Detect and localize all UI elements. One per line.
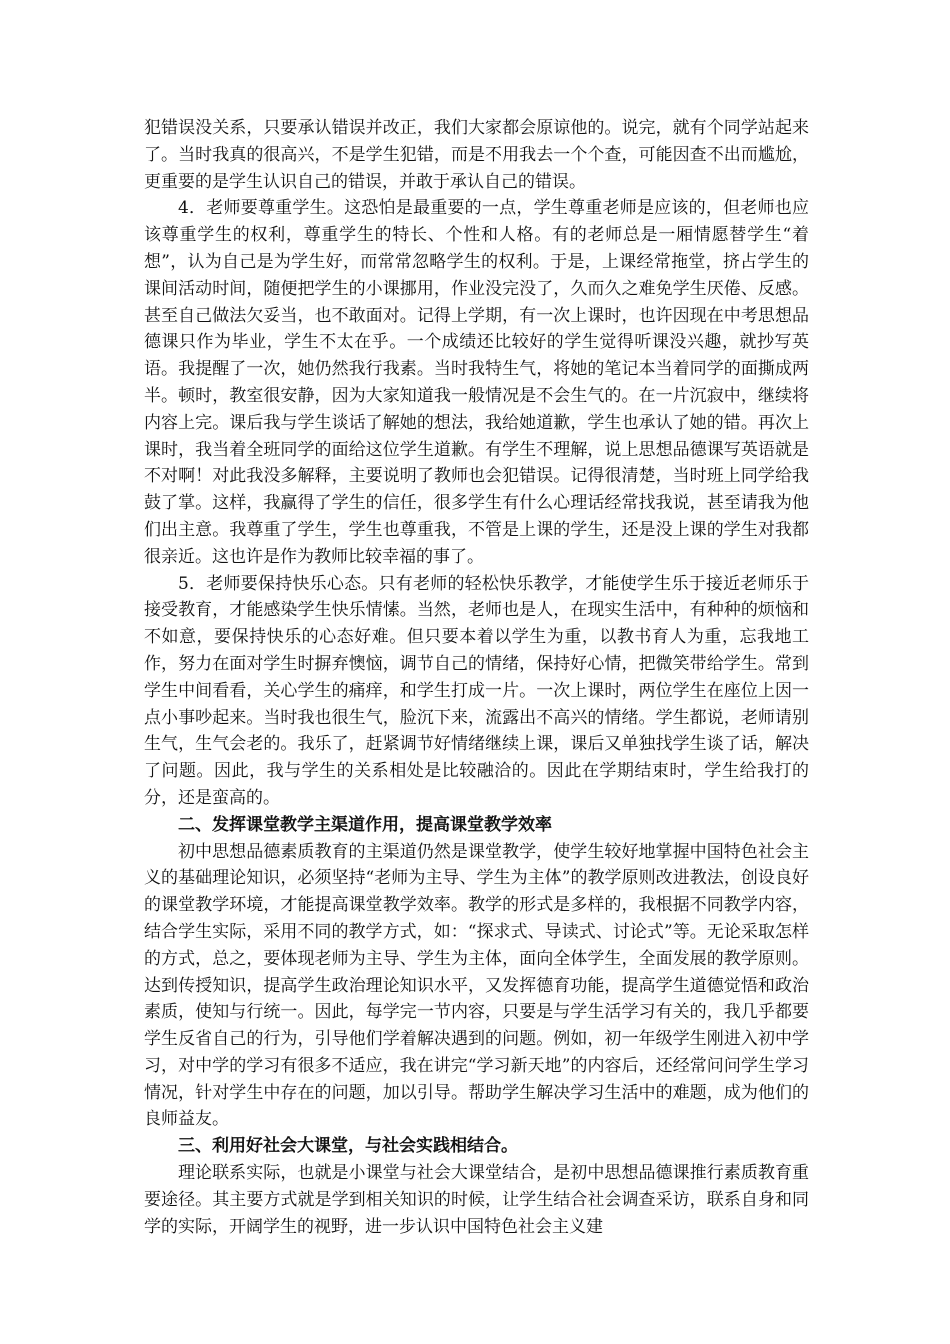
section-heading-2: 二、发挥课堂教学主渠道作用，提高课堂教学效率 bbox=[178, 814, 552, 835]
section-heading-3: 三、利用好社会大课堂，与社会实践相结合。 bbox=[178, 1136, 518, 1157]
paragraph-section-3-body: 理论联系实际，也就是小课堂与社会大课堂结合，是初中思想品德课推行素质教育重要途径。其主要方式就是学到相关知识的时候，让学生结合社会调查采访，联系自身和同学的实际，开阔学生的视野，进一步认识中国特色社会主义建 bbox=[144, 1163, 809, 1237]
paragraph-continuation: 犯错误没关系，只要承认错误并改正，我们大家都会原谅他的。说完，就有个同学站起来了。当时我真的很高兴，不是学生犯错，而是不用我去一个个查，可能因查不出而尴尬，更重要的是学生认识自己的错误，并敢于承认自己的错误。 bbox=[144, 118, 809, 192]
paragraph-point-4: 4．老师要尊重学生。这恐怕是最重要的一点，学生尊重老师是应该的，但老师也应该尊重学生的权利，尊重学生的特长、个性和人格。有的老师总是一厢情愿替学生“着想”，认为自己是为学生好，而常常忽略学生的权利。于是，上课经常拖堂，挤占学生的课间活动时间，随便把学生的小课挪用，作业没完没了，久而久之难免学生厌倦、反感。甚至自己做法欠妥当，也不敢面对。记得上学期，有一次上课时，也许因现在中考思想品德课只作为毕业，学生不太在乎。一个成绩还比较好的学生觉得听课没兴趣，就抄写英语。我提醒了一次，她仍然我行我素。当时我特生气，将她的笔记本当着同学的面撕成两半。顿时，教室很安静，因为大家知道我一般情况是不会生气的。在一片沉寂中，继续将内容上完。课后我与学生谈话了解她的想法，我给她道歉，学生也承认了她的错。再次上课时，我当着全班同学的面给这位学生道歉。有学生不理解，说上思想品德课写英语就是不对啊！对此我没多解释，主要说明了教师也会犯错误。记得很清楚，当时班上同学给我鼓了掌。这样，我赢得了学生的信任，很多学生有什么心理话经常找我说，甚至请我为他们出主意。我尊重了学生，学生也尊重我，不管是上课的学生，还是没上课的学生对我都很亲近。这也许是作为教师比较幸福的事了。 bbox=[144, 198, 809, 567]
document-page bbox=[144, 115, 809, 1240]
paragraph-section-2-body: 初中思想品德素质教育的主渠道仍然是课堂教学，使学生较好地掌握中国特色社会主义的基础理论知识，必须坚持“老师为主导、学生为主体”的教学原则改进教法，创设良好的课堂教学环境，才能提高课堂教学效率。教学的形式是多样的，我根据不同教学内容，结合学生实际，采用不同的教学方式，如：“探求式、导读式、讨论式”等。无论采取怎样的方式，总之，要体现老师为主导、学生为主体，面向全体学生，全面发展的教学原则。达到传授知识，提高学生政治理论知识水平，又发挥德育功能，提高学生道德觉悟和政治素质，使知与行统一。因此，每学完一节内容，只要是与学生活学习有关的，我几乎都要学生反省自己的行为，引导他们学着解决遇到的问题。例如，初一年级学生刚进入初中学习，对中学的学习有很多不适应，我在讲完“学习新天地”的内容后，还经常问问学生学习情况，针对学生中存在的问题，加以引导。帮助学生解决学习生活中的难题，成为他们的良师益友。 bbox=[144, 841, 809, 1130]
paragraph-point-5: 5．老师要保持快乐心态。只有老师的轻松快乐教学，才能使学生乐于接近老师乐于接受教育，才能感染学生快乐情愫。当然，老师也是人，在现实生活中，有种种的烦恼和不如意，要保持快乐的心态好难。但只要本着以学生为重，以教书育人为重，忘我地工作，努力在面对学生时摒弃懊恼，调节自己的情绪，保持好心情，把微笑带给学生。常到学生中间看看，关心学生的痛痒，和学生打成一片。一次上课时，两位学生在座位上因一点小事吵起来。当时我也很生气，脸沉下来，流露出不高兴的情绪。学生都说，老师请别生气，生气会老的。我乐了，赶紧调节好情绪继续上课，课后又单独找学生谈了话，解决了问题。因此，我与学生的关系相处是比较融洽的。因此在学期结束时，学生给我打的分，还是蛮高的。 bbox=[144, 573, 809, 808]
